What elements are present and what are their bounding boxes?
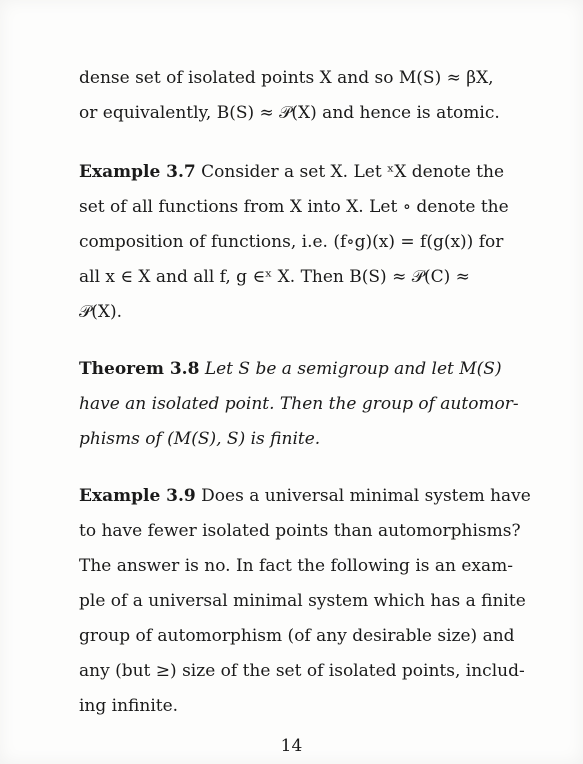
text-line: group of automorphism (of any desirable size) and bbox=[79, 626, 515, 646]
text-line: all x ∈ X and all f, g ∈ˣ X. Then B(S) ≈ 𝒫(C) ≈ bbox=[79, 267, 470, 287]
text-line: ple of a universal minimal system which has a finite bbox=[79, 591, 526, 611]
text-line bbox=[79, 352, 547, 387]
text-line: to have fewer isolated points than automorphisms? bbox=[79, 521, 521, 541]
text-line: dense set of isolated points X and so M(S) ≈ βX, bbox=[79, 68, 494, 88]
example-text: Consider a set X. Let ˣX denote the bbox=[195, 162, 505, 182]
text-line: any (but ≥) size of the set of isolated points, includ- bbox=[79, 661, 525, 681]
text-line: have an isolated point. Then the group of automor- bbox=[79, 394, 519, 414]
text-line: 𝒫(X). bbox=[79, 302, 123, 322]
text-line: ing infinite. bbox=[79, 696, 179, 716]
example-3-9 bbox=[79, 479, 547, 724]
text-line bbox=[79, 479, 547, 514]
continuation-paragraph bbox=[79, 61, 547, 131]
theorem-text: Let S be a semigroup and let M(S) bbox=[199, 359, 502, 379]
example-3-7 bbox=[79, 155, 547, 330]
theorem-label: Theorem 3.8 bbox=[79, 359, 200, 379]
text-line: or equivalently, B(S) ≈ 𝒫(X) and hence is atomic. bbox=[79, 103, 500, 123]
text-line: composition of functions, i.e. (f∘g)(x) = f(g(x)) for bbox=[79, 232, 504, 252]
page-number: 14 bbox=[280, 736, 303, 756]
text-line: The answer is no. In fact the following is an exam- bbox=[79, 556, 514, 576]
text-line: set of all functions from X into X. Let ∘ denote the bbox=[79, 197, 509, 217]
theorem-3-8 bbox=[79, 352, 547, 457]
example-label: Example 3.7 bbox=[79, 162, 196, 182]
text-line bbox=[79, 155, 547, 190]
text-line: phisms of (M(S), S) is finite. bbox=[79, 429, 321, 449]
example-label: Example 3.9 bbox=[79, 486, 196, 506]
example-text: Does a universal minimal system have bbox=[195, 486, 531, 506]
